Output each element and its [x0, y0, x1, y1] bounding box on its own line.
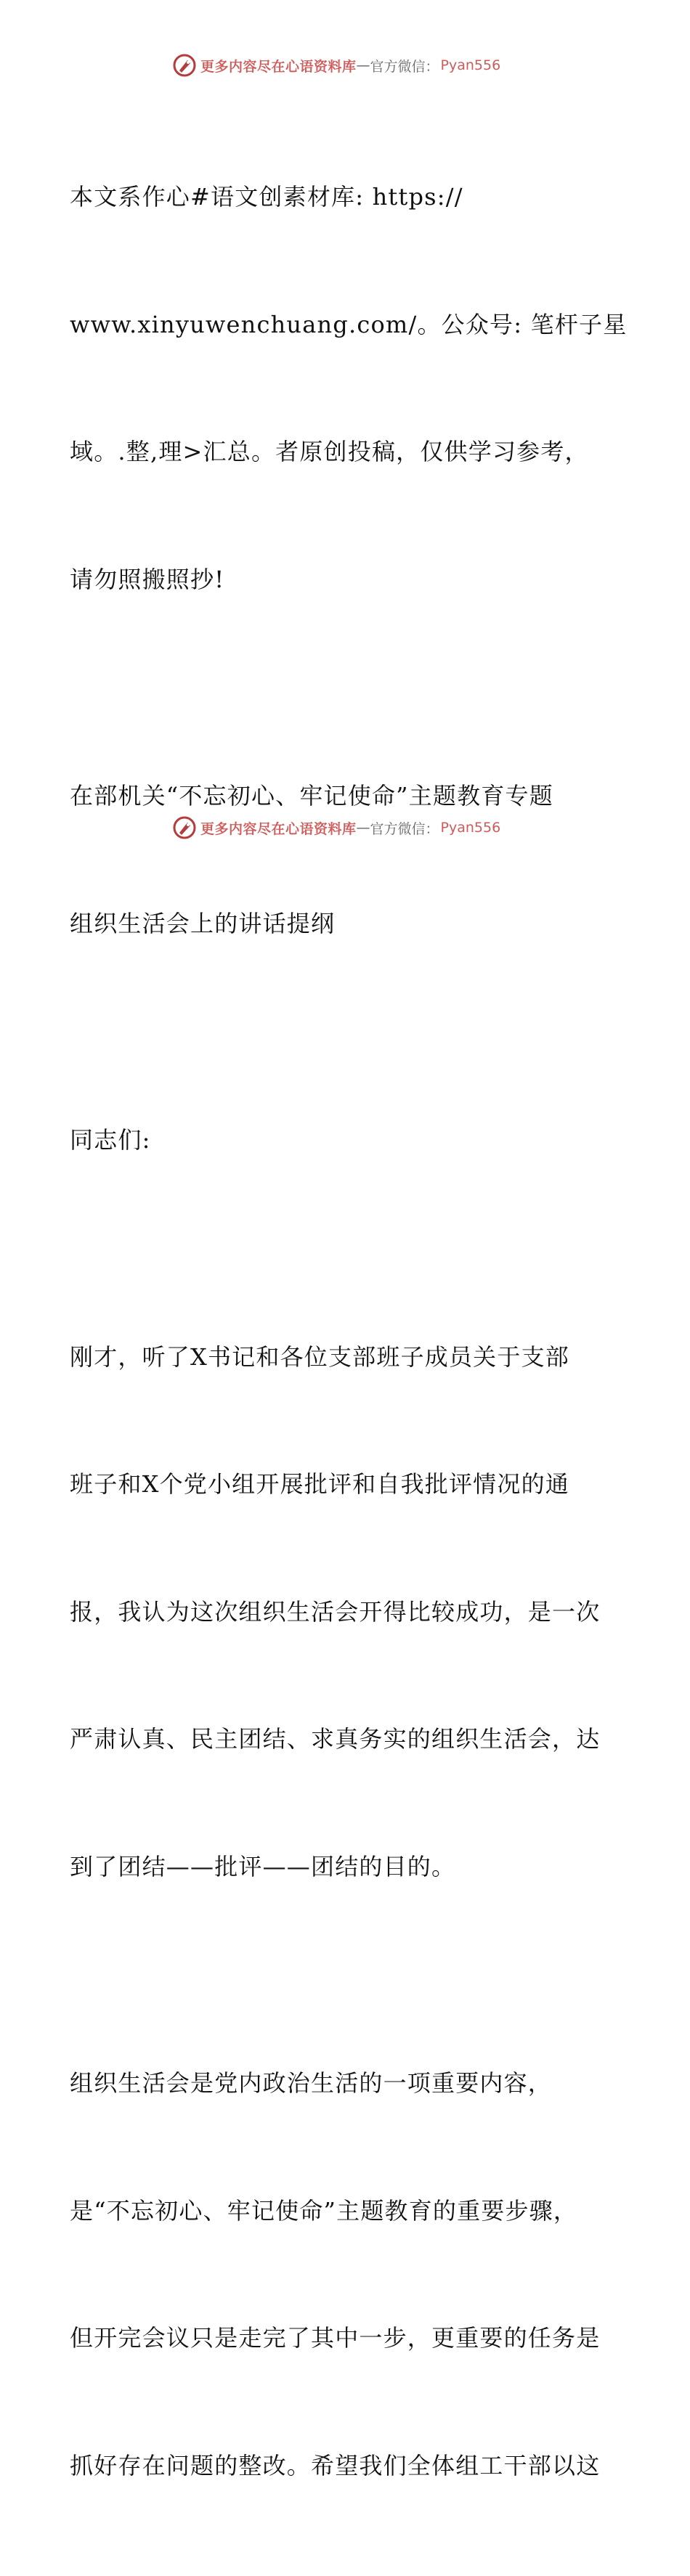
banner-wechat-label: 官方微信：: [370, 820, 439, 837]
intro-paragraph: [70, 91, 628, 685]
intro-line: 请勿照搬照抄!: [70, 565, 225, 593]
paragraph-1: [70, 1251, 622, 1973]
paragraph-line: 是“不忘初心、牢记使命”主题教育的重要步骤，: [70, 2196, 578, 2225]
paragraph-line: 抓好存在问题的整改。希望我们全体组工干部以这: [70, 2451, 601, 2479]
pen-nib-logo-icon: [173, 54, 196, 77]
paragraph-line: 严肃认真、民主团结、求真务实的组织生活会，达: [70, 1725, 601, 1753]
banner-wechat-label: 官方微信：: [370, 58, 439, 75]
paragraph-line: 组织生活会是党内政治生活的一项重要内容，: [70, 2069, 553, 2097]
document-body: [70, 91, 628, 2576]
footer-banner: [173, 815, 536, 840]
paragraph-line: 刚才，听了X书记和各位支部班子成员关于支部: [70, 1342, 569, 1371]
banner-wechat-id: Pyan556: [440, 820, 501, 836]
salutation-line: 同志们:: [70, 1126, 151, 1154]
salutation: [70, 1034, 622, 1247]
banner-separator: —: [356, 820, 370, 836]
intro-line: www.xinyuwenchuang.com/。公众号: 笔杆子星: [70, 310, 628, 338]
title-line: 组织生活会上的讲话提纲: [70, 909, 336, 937]
banner-separator: —: [356, 57, 370, 73]
pen-nib-logo-icon: [173, 816, 196, 839]
title-line: 在部机关“不忘初心、牢记使命”主题教育专题: [70, 782, 553, 810]
intro-line: 域。.整,理>汇总。者原创投稿，仅供学习参考，: [70, 438, 589, 465]
paragraph-line: 到了团结——批评——团结的目的。: [70, 1852, 456, 1880]
banner-wechat-id: Pyan556: [440, 57, 501, 73]
paragraph-2: [70, 1977, 622, 2572]
paragraph-line: 但开完会议只是走完了其中一步，更重要的任务是: [70, 2324, 601, 2352]
document-title: [70, 690, 622, 1030]
paragraph-line: 报，我认为这次组织生活会开得比较成功，是一次: [70, 1597, 601, 1626]
header-banner: [173, 53, 536, 78]
banner-main-text: 更多内容尽在心语资料库: [200, 58, 357, 75]
banner-main-text: 更多内容尽在心语资料库: [200, 820, 357, 837]
paragraph-line: 班子和X个党小组开展批评和自我批评情况的通: [70, 1470, 569, 1498]
intro-line: 本文系作心#语文创素材库: https://: [70, 183, 463, 211]
